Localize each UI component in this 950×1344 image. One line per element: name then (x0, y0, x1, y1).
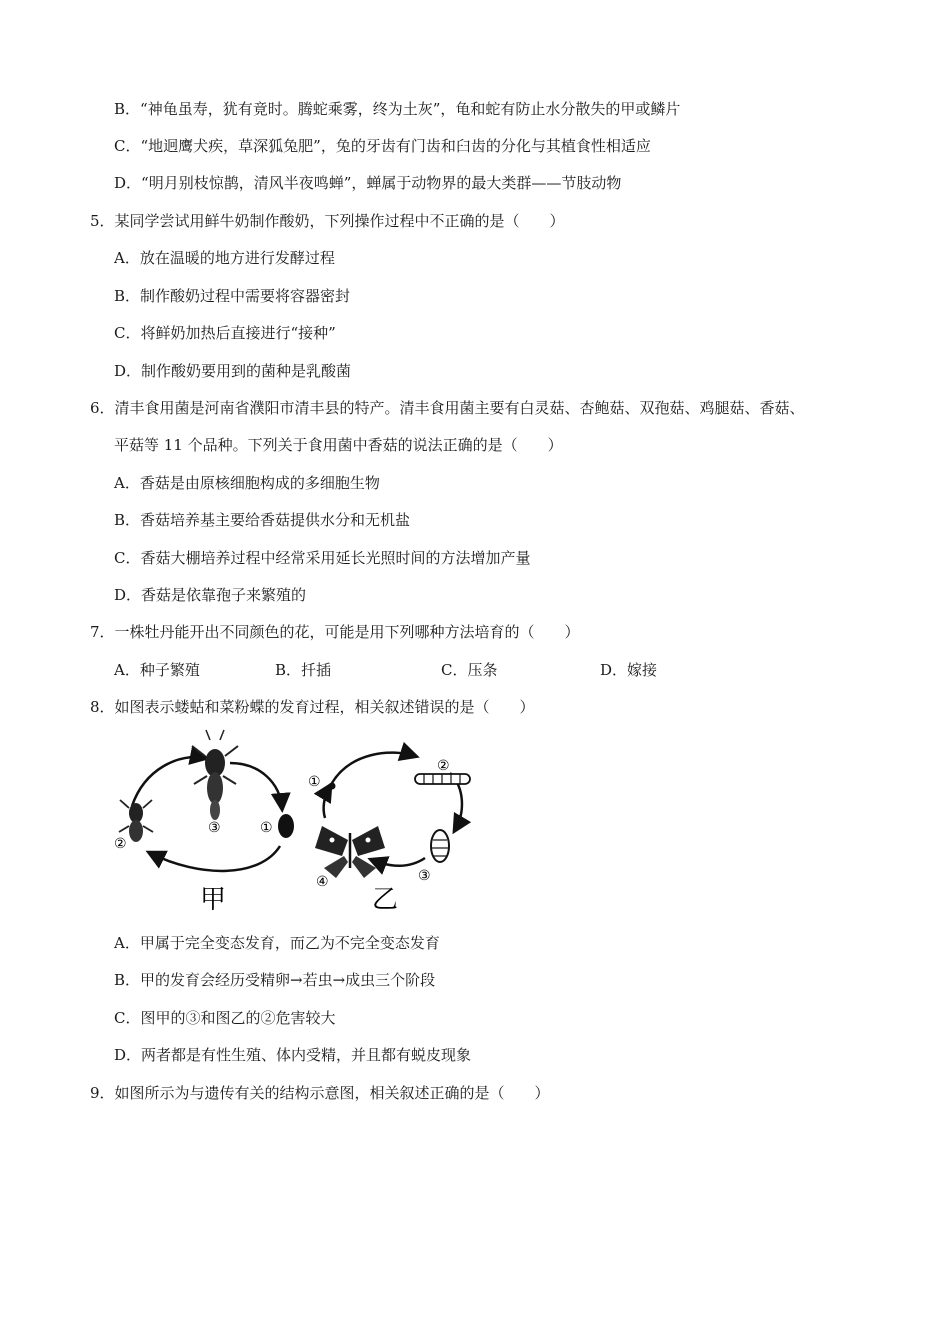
label-jia-1: ① (260, 820, 273, 836)
q6-stem-line2: 平菇等 11 个品种。下列关于食用菌中香菇的说法正确的是（ ） (114, 436, 563, 454)
label-yi: 乙 (372, 885, 399, 915)
label-yi-2: ② (437, 758, 450, 774)
q6-option-a: A．香菇是由原核细胞构成的多细胞生物 (114, 474, 380, 492)
q7-option-a: A．种子繁殖 (114, 661, 200, 679)
label-jia-2: ② (114, 836, 127, 852)
q7-stem: 7．一株牡丹能开出不同颜色的花，可能是用下列哪种方法培育的（ ） (90, 623, 580, 641)
q5-option-a: A．放在温暖的地方进行发酵过程 (114, 249, 335, 267)
q4-option-b: B．“神龟虽寿，犹有竟时。腾蛇乘雾，终为土灰”，龟和蛇有防止水分散失的甲或鳞片 (114, 100, 681, 118)
label-jia: 甲 (200, 885, 227, 915)
q6-option-b: B．香菇培养基主要给香菇提供水分和无机盐 (114, 511, 411, 529)
mole-cricket-adult-icon (192, 730, 238, 820)
q5-stem: 5．某同学尝试用鲜牛奶制作酸奶，下列操作过程中不正确的是（ ） (90, 212, 565, 230)
q8-option-a: A．甲属于完全变态发育，而乙为不完全变态发育 (114, 934, 440, 952)
label-yi-4: ④ (316, 874, 329, 890)
butterfly-icon (315, 826, 385, 878)
q4-option-c: C．“地迥鹰犬疾，草深狐兔肥”，兔的牙齿有门齿和臼齿的分化与其植食性相适应 (114, 137, 651, 155)
q5-option-b: B．制作酸奶过程中需要将容器密封 (114, 287, 351, 305)
q8-option-d: D．两者都是有性生殖、体内受精，并且都有蜕皮现象 (114, 1046, 472, 1064)
q5-option-c: C．将鲜奶加热后直接进行“接种” (114, 324, 336, 342)
q6-option-c: C．香菇大棚培养过程中经常采用延长光照时间的方法增加产量 (114, 549, 531, 567)
development-cycle-figure (110, 728, 490, 918)
q9-stem: 9．如图所示为与遗传有关的结构示意图，相关叙述正确的是（ ） (90, 1084, 550, 1102)
q4-option-d: D．“明月别枝惊鹊，清风半夜鸣蝉”，蝉属于动物界的最大类群——节肢动物 (114, 174, 622, 192)
q6-stem-line1: 6．清丰食用菌是河南省濮阳市清丰县的特产。清丰食用菌主要有白灵菇、杏鲍菇、双孢菇、鸡腿菇、香菇、 (90, 399, 805, 417)
cricket-egg-icon (278, 814, 294, 838)
q7-option-b: B．扦插 (275, 661, 332, 679)
butterfly-egg-icon (329, 783, 336, 790)
q6-option-d: D．香菇是依靠孢子来繁殖的 (114, 586, 307, 604)
label-jia-3: ③ (208, 820, 221, 836)
q8-option-b: B．甲的发育会经历受精卵→若虫→成虫三个阶段 (114, 971, 436, 989)
q8-option-c: C．图甲的③和图乙的②危害较大 (114, 1009, 336, 1027)
caterpillar-icon (415, 774, 470, 784)
q7-option-c: C．压条 (441, 661, 498, 679)
q7-option-d: D．嫁接 (600, 661, 658, 679)
q8-stem: 8．如图表示蝼蛄和菜粉蝶的发育过程，相关叙述错误的是（ ） (90, 698, 535, 716)
cycle-yi (308, 753, 470, 915)
label-yi-3: ③ (418, 868, 431, 884)
q7-options (0, 660, 950, 680)
cycle-jia (114, 730, 294, 915)
pupa-icon (431, 830, 449, 862)
q5-option-d: D．制作酸奶要用到的菌种是乳酸菌 (114, 362, 352, 380)
label-yi-1: ① (308, 774, 321, 790)
